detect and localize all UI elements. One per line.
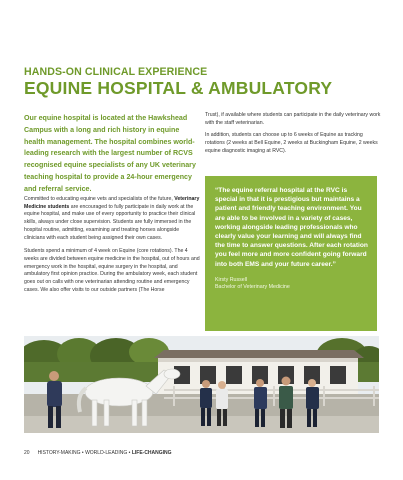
footer-tagline: HISTORY-MAKING • WORLD-LEADING • [37,450,132,456]
right-body-text [205,112,381,161]
paragraph-text: Committed to educating equine vets and specialists of the future, [24,196,175,202]
paragraph-text: are encouraged to fully participate in daily work at the equine hospital, and make use of every opportunity to practice their clinical skills, always under close supervision. Students are fully immersed in the hospital routine, admitting, examining and treating horses alongside clinicians with each student being assigned their own cases. [24,203,196,241]
page-footer [24,450,172,456]
page-number: 20 [24,450,30,456]
quote-author-name: Kirsty Russell [215,276,248,283]
section-kicker: HANDS-ON CLINICAL EXPERIENCE [24,66,208,78]
student-quote-box [205,176,377,331]
horse-and-students-photo [24,336,379,433]
body-paragraph-2: Students spend a minimum of 4 week on Equine (core rotations). The 4 weeks are divided between equine medicine in the hospital, out of hours and emergency work in the hospital, equine surgery in the hospital, and ambulatory first opinion practice. During the ambulatory week, each student goes out on calls with one veterinarian attending routine and emergency cases. We also offer visits to our outside partners (The Horse [24,248,200,293]
page-title: EQUINE HOSPITAL & AMBULATORY [24,78,333,98]
body-paragraph-4: In addition, students can choose up to 6 weeks of Equine as tracking rotations (2 weeks at Bell Equine, 2 weeks at Buckingham Equine, 2 weeks equine diagnostic imaging at RVC). [205,132,378,154]
body-paragraph-1 [24,196,200,242]
footer-tagline-bold: LIFE-CHANGING [131,450,172,456]
left-body-text [24,196,200,300]
quote-text: “The equine referral hospital at the RVC is special in that it is prestigious but maintains a patient and friendly teaching environment. You are able to be involved in a variety of cases, working alongside leading professionals who clearly value your learning and will always find the time to answer questions. After each rotation you feel more and more confident going forward into both EMS and your future career.” [215,187,368,268]
quote-author-role: Bachelor of Veterinary Medicine [215,283,290,290]
emphasis-text: Veterinary Medicine students [24,196,200,210]
body-paragraph-3: Trust), if available where students can participate in the daily veterinary work with the staff veterinarian. [205,112,381,126]
lead-paragraph: Our equine hospital is located at the Hawkshead Campus with a long and rich history in equine health management. The hospital combines world-leading research with the largest number of RCVS recognised equine specialists of any UK veterinary teaching hospital to provide a 24-hour emergency and referral service. [24,114,196,193]
